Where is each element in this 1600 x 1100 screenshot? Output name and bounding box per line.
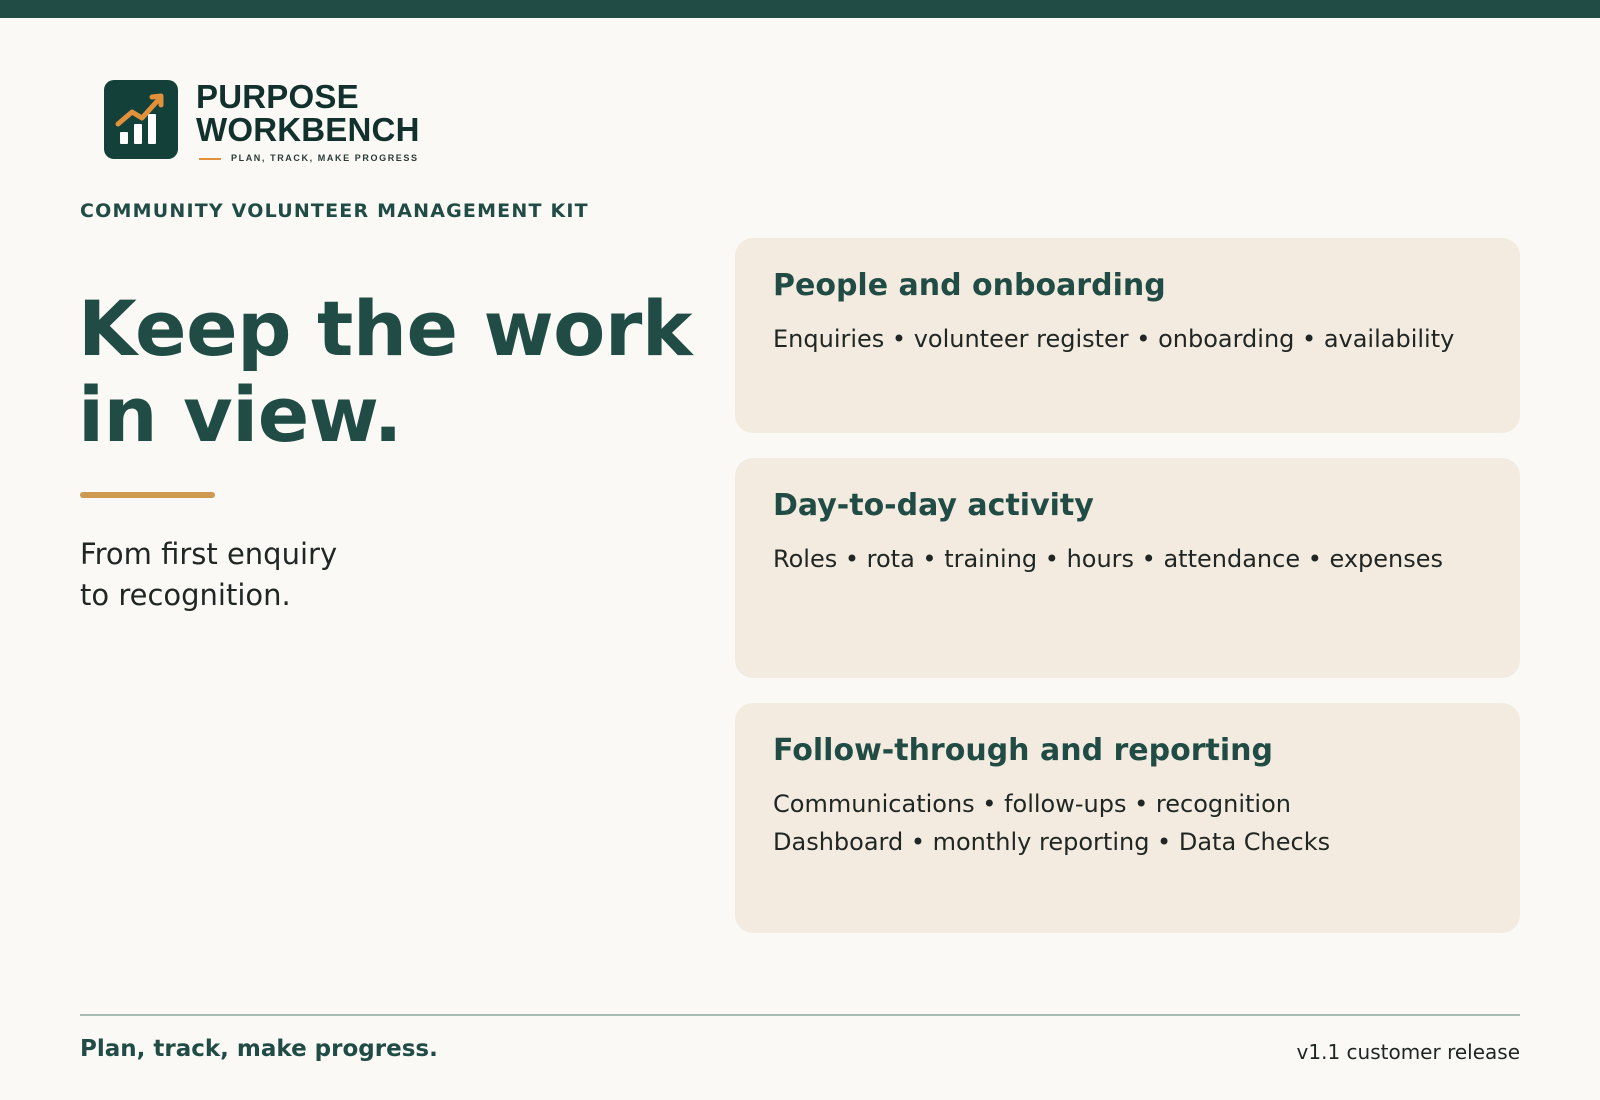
footer-tagline: Plan, track, make progress. [80,1036,438,1062]
brand-tagline-rule [199,158,221,160]
brand-line-2: WORKBENCH [196,111,420,148]
brand-wordmark [196,80,420,146]
footer-divider [80,1014,1520,1016]
subheadline [80,534,500,616]
card-body [773,785,1493,861]
card-day-to-day-activity [735,458,1520,678]
top-accent-bar [0,0,1600,18]
brand-logo [104,80,434,170]
accent-divider [80,492,215,498]
card-line: Communications • follow-ups • recognition [773,790,1291,818]
card-follow-through-reporting [735,703,1520,933]
card-line: Dashboard • monthly reporting • Data Checks [773,828,1331,856]
version-label: v1.1 customer release [1296,1040,1520,1064]
brand-line-1: PURPOSE [196,78,359,115]
card-body [773,320,1493,358]
subheadline-line-1: From first enquiry [80,537,338,571]
kit-label: COMMUNITY VOLUNTEER MANAGEMENT KIT [80,200,589,222]
card-body [773,540,1493,578]
subheadline-line-2: to recognition. [80,578,291,612]
chart-trend-icon [104,80,178,159]
headline-line-2: in view. [78,370,402,459]
card-line: Roles • rota • training • hours • attendance • expenses [773,545,1444,573]
card-title: People and onboarding [773,268,1166,303]
headline-line-1: Keep the work [78,284,692,373]
headline [78,286,698,458]
card-people-onboarding [735,238,1520,433]
card-title: Day-to-day activity [773,488,1094,523]
card-line: Enquiries • volunteer register • onboarding • availability [773,325,1455,353]
card-title: Follow-through and reporting [773,733,1273,768]
brand-tagline: PLAN, TRACK, MAKE PROGRESS [231,153,419,163]
